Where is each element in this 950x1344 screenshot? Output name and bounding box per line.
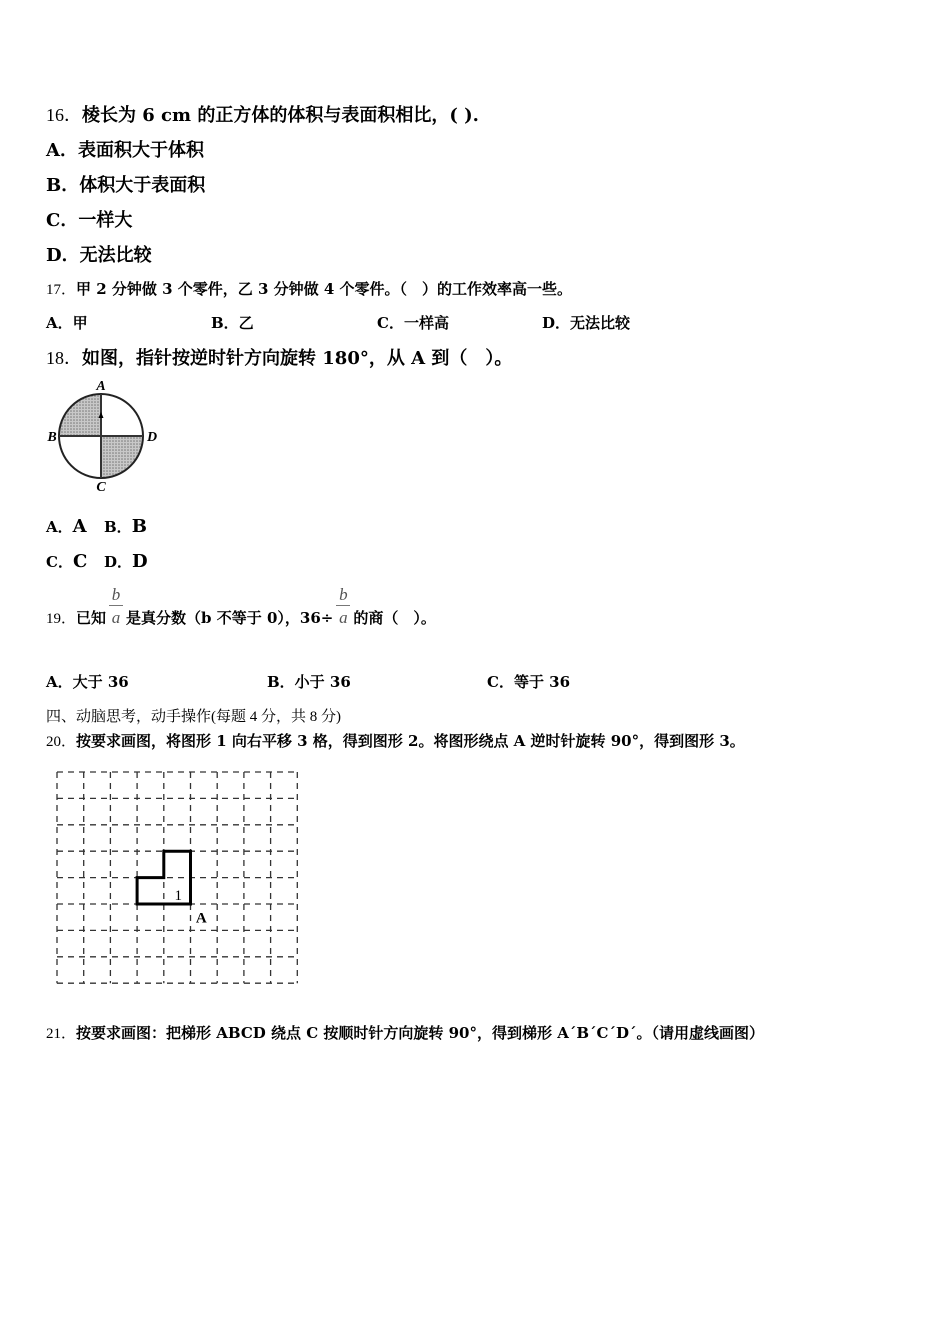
option-letter: A． xyxy=(46,518,73,536)
q18-option-c xyxy=(46,551,87,572)
question-number: 20． xyxy=(46,734,77,750)
option-value: D xyxy=(132,551,148,572)
fraction-denominator: a xyxy=(339,608,348,627)
question-number: 21． xyxy=(46,1026,77,1042)
q19-option-a: A．大于 36 xyxy=(46,673,129,691)
q21-stem xyxy=(46,1022,764,1043)
q18-option-d xyxy=(104,551,148,572)
question-text: 棱长为 6 cm 的正方体的体积与表面积相比，( ). xyxy=(82,105,479,126)
question-number: 18． xyxy=(46,348,82,368)
label-c: C xyxy=(96,480,106,495)
question-number: 17． xyxy=(46,282,77,298)
q20-stem xyxy=(46,730,745,751)
question-number: 19． xyxy=(46,611,77,627)
q17-option-c: C．一样高 xyxy=(377,314,449,332)
question-text-part-1: 已知 xyxy=(76,609,107,627)
q16-option-b: B．体积大于表面积 xyxy=(46,175,206,196)
clock-dial-figure xyxy=(40,374,170,498)
option-letter: C． xyxy=(46,553,73,571)
point-a-label: A xyxy=(195,910,207,927)
question-text-part-3: 的商（ ）。 xyxy=(353,609,436,627)
shape-1-label: 1 xyxy=(174,888,182,905)
question-text: 按要求画图，将图形 1 向右平移 3 格，得到图形 2。将图形绕点 A 逆时针旋转 90°，得到图形 3。 xyxy=(76,732,745,750)
question-text: 如图，指针按逆时针方向旋转 180°，从 A 到（ ）。 xyxy=(82,348,513,369)
q18-option-a xyxy=(46,516,87,537)
q19-stem xyxy=(46,585,436,628)
q17-stem xyxy=(46,278,572,299)
question-text: 甲 2 分钟做 3 个零件，乙 3 分钟做 4 个零件。（ ）的工作效率高一些。 xyxy=(76,280,573,298)
fraction-b-over-a xyxy=(109,585,123,627)
label-a: A xyxy=(96,379,106,394)
fraction-b-over-a-2 xyxy=(336,585,350,627)
q16-option-c: C．一样大 xyxy=(46,210,133,231)
question-text-part-2: 是真分数（b 不等于 0），36÷ xyxy=(126,609,334,627)
q18-stem xyxy=(46,344,512,370)
q16-option-a: A．表面积大于体积 xyxy=(46,140,204,161)
q16-option-d: D．无法比较 xyxy=(46,245,152,266)
fraction-denominator: a xyxy=(111,608,121,627)
option-value: A xyxy=(72,516,87,537)
option-letter: D． xyxy=(104,553,133,571)
fraction-numerator: b xyxy=(339,585,348,604)
q16-stem xyxy=(46,101,479,127)
dashed-grid-figure xyxy=(50,765,310,995)
question-number: 16． xyxy=(46,105,82,125)
label-d: D xyxy=(146,430,158,445)
option-value: C xyxy=(72,551,88,572)
question-text: 按要求画图：把梯形 ABCD 绕点 C 按顺时针方向旋转 90°，得到梯形 A´B´C´D´。（请用虚线画图） xyxy=(76,1024,764,1042)
fraction-numerator: b xyxy=(111,585,121,604)
q19-option-c: C．等于 36 xyxy=(487,673,571,691)
option-letter: B． xyxy=(104,518,132,536)
section-heading: 四、动脑思考，动手操作(每题 4 分，共 8 分) xyxy=(46,709,341,725)
q19-option-b: B．小于 36 xyxy=(267,673,351,691)
q17-option-a: A．甲 xyxy=(46,314,88,332)
label-b: B xyxy=(47,430,57,445)
q17-option-d: D．无法比较 xyxy=(542,314,631,332)
option-value: B xyxy=(131,516,147,537)
q18-option-b xyxy=(104,516,147,537)
q17-option-b: B．乙 xyxy=(211,314,254,332)
